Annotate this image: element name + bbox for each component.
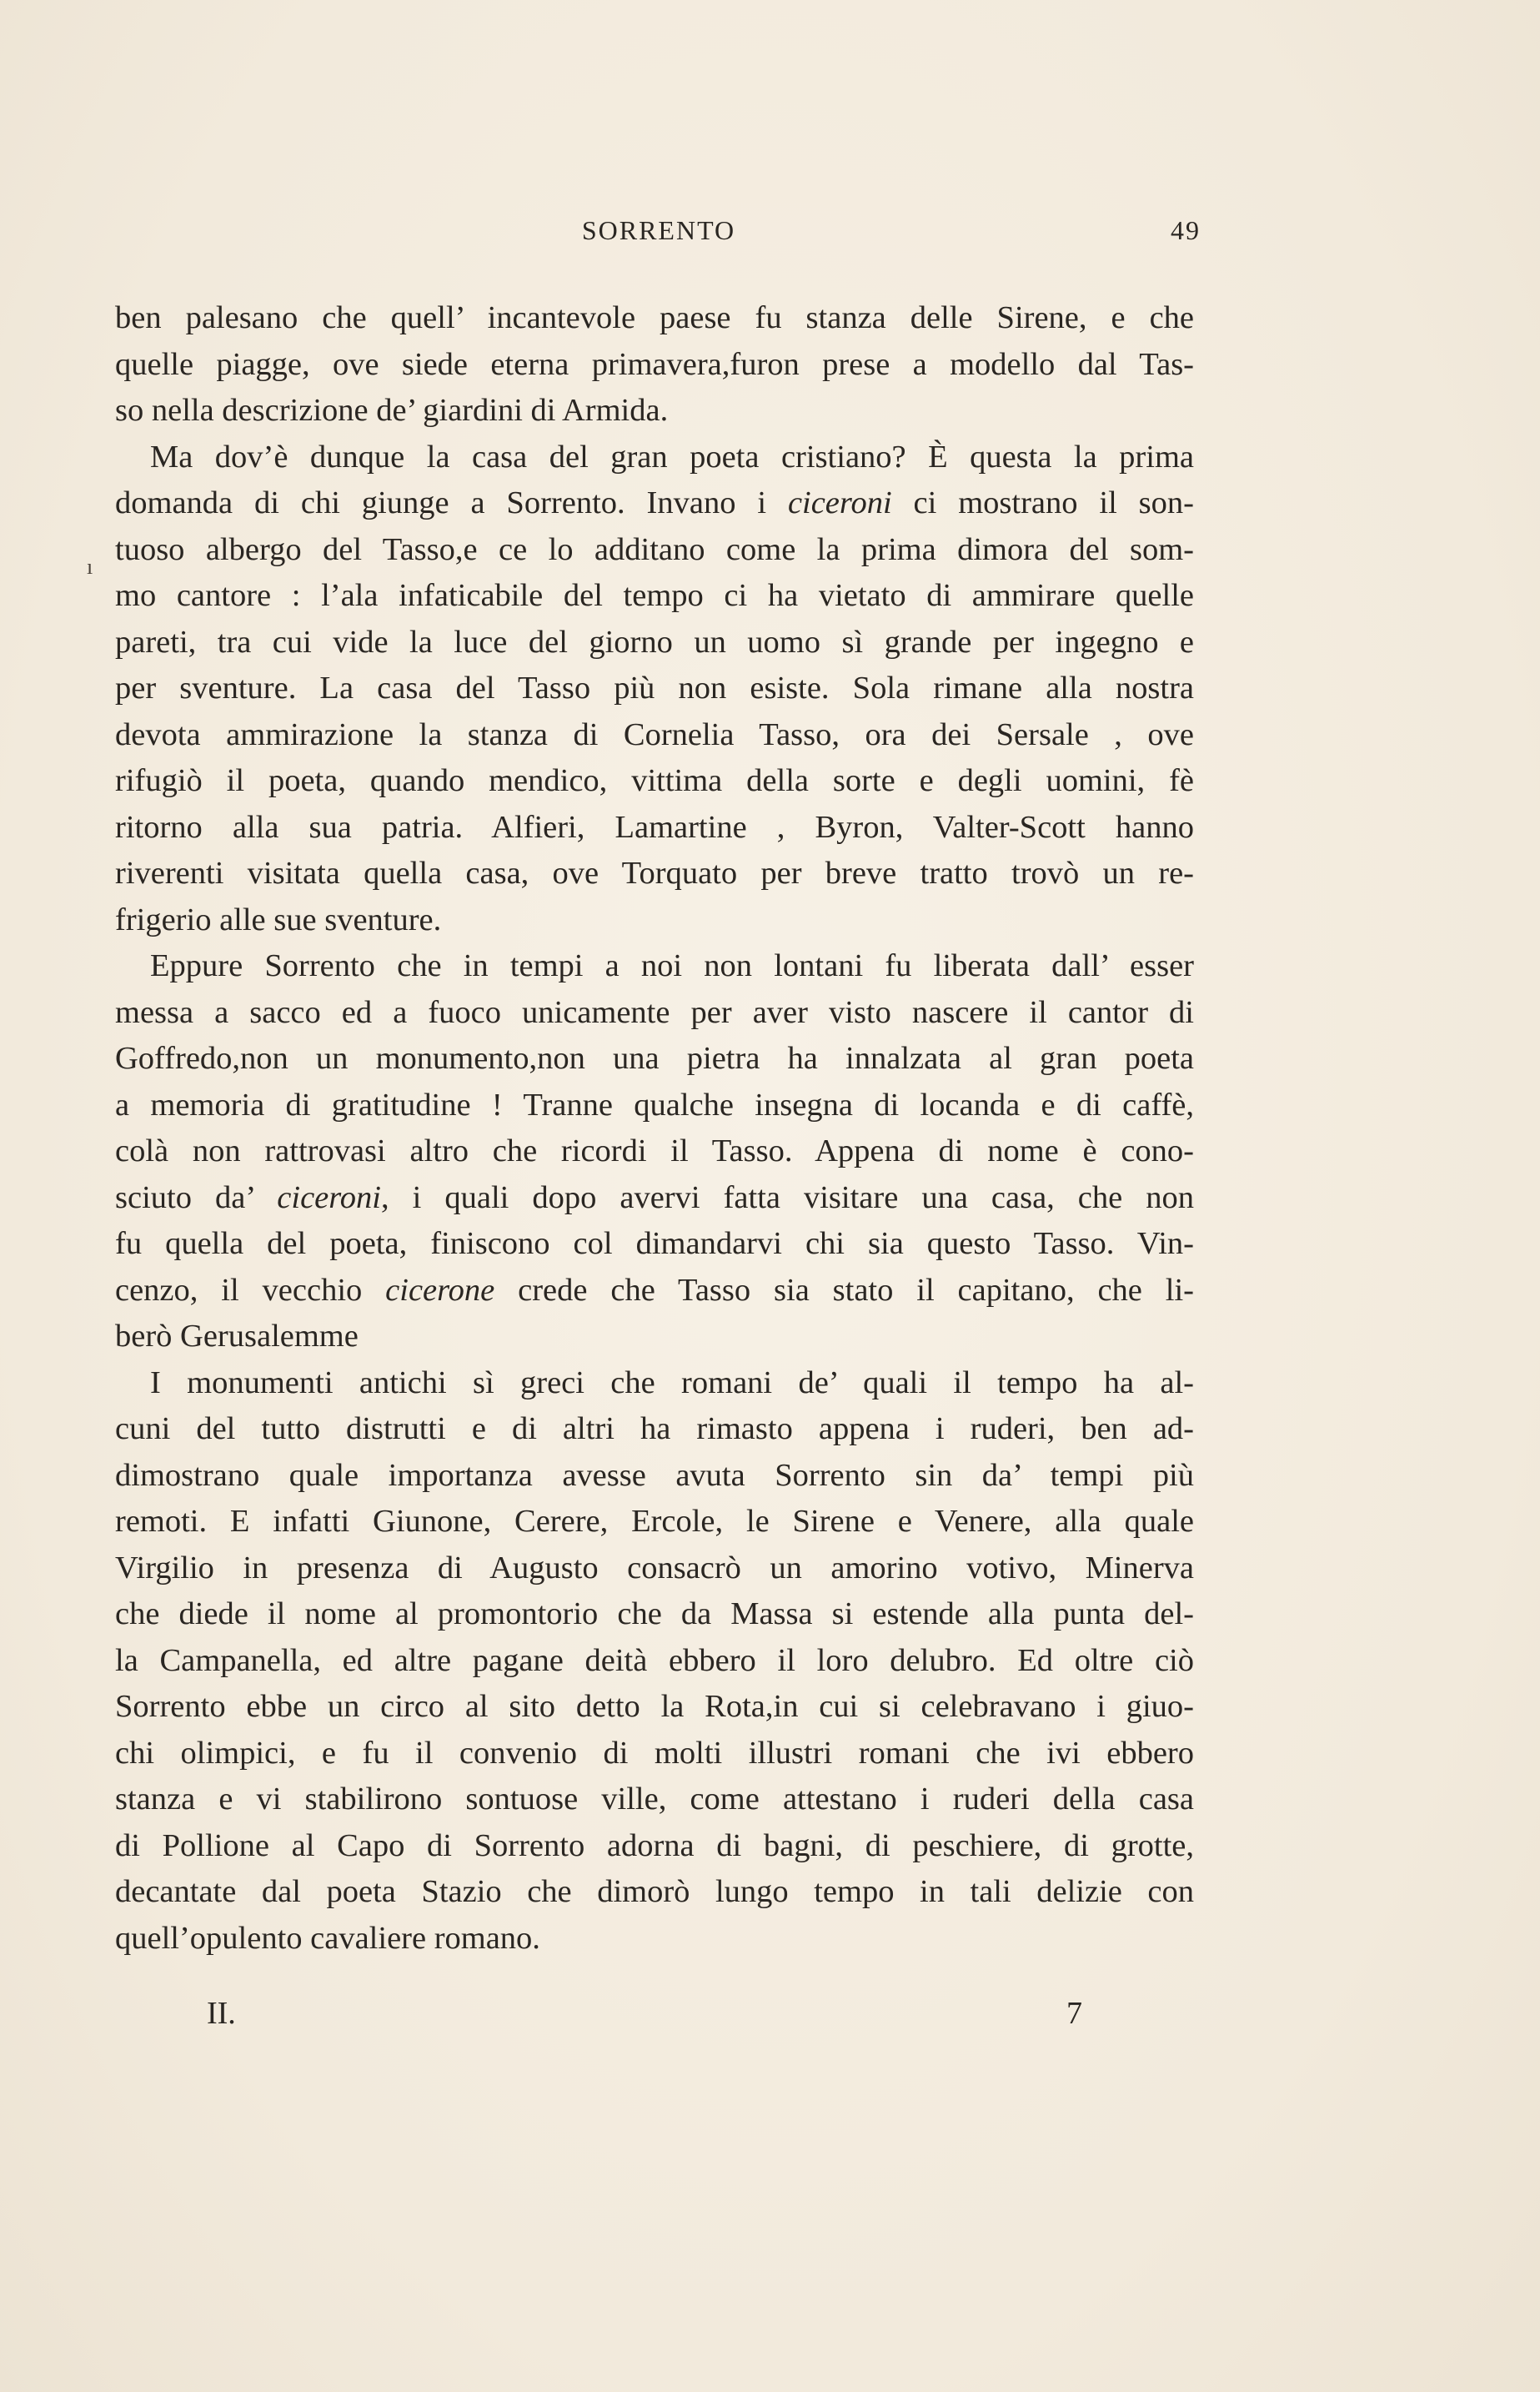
text-line xyxy=(115,1823,1194,1870)
italic-term: ciceroni xyxy=(787,485,892,520)
text-segment: ci mostrano il son- xyxy=(891,485,1194,520)
text-segment: frigerio alle sue sventure. xyxy=(115,902,442,937)
text-segment: ritorno alla sua patria. Alfieri, Lamartine , Byron, Valter-Scott hanno xyxy=(115,809,1194,845)
text-line xyxy=(115,1545,1194,1592)
text-segment: tuoso albergo del Tasso,e ce lo additano come la prima dimora del som- xyxy=(115,531,1194,567)
sheet-number: 7 xyxy=(1066,1996,1082,2031)
text-line xyxy=(115,388,1194,435)
text-segment: remoti. E infatti Giunone, Cerere, Ercole, le Sirene e Venere, alla quale xyxy=(115,1504,1194,1539)
text-line xyxy=(115,943,1194,990)
text-segment: Goffredo,non un monumento,non una pietra ha innalzata al gran poeta xyxy=(115,1041,1194,1076)
text-segment: Sorrento ebbe un circo al sito detto la Rota,in cui si celebravano i giuo- xyxy=(115,1689,1194,1724)
text-line xyxy=(115,1128,1194,1175)
text-segment: la Campanella, ed altre pagane deità ebbero il loro delubro. Ed oltre ciò xyxy=(115,1642,1194,1678)
text-segment: crede che Tasso sia stato il capitano, che li- xyxy=(494,1272,1194,1308)
text-line xyxy=(115,1731,1194,1777)
text-segment: Virgilio in presenza di Augusto consacrò un amorino votivo, Minerva xyxy=(115,1550,1194,1585)
text-line xyxy=(115,1499,1194,1545)
text-line xyxy=(115,666,1194,712)
text-segment: che diede il nome al promontorio che da Massa si estende alla punta del- xyxy=(115,1596,1194,1631)
running-header xyxy=(117,215,1201,257)
text-line xyxy=(115,1869,1194,1916)
text-segment: decantate dal poeta Stazio che dimorò lungo tempo in tali delizie con xyxy=(115,1874,1194,1909)
text-line xyxy=(115,1453,1194,1500)
text-segment: , i quali dopo avervi fatta visitare una casa, che non xyxy=(381,1179,1194,1215)
text-line xyxy=(115,435,1194,481)
text-line xyxy=(115,1083,1194,1129)
text-line xyxy=(115,1360,1194,1407)
text-line xyxy=(115,1406,1194,1453)
text-segment: quelle piagge, ove siede eterna primavera,furon prese a modello dal Tas- xyxy=(115,346,1194,382)
text-segment: Ma dov’è dunque la casa del gran poeta cristiano? È questa la prima xyxy=(150,439,1194,475)
text-segment: messa a sacco ed a fuoco unicamente per aver visto nascere il cantor di xyxy=(115,994,1194,1030)
text-segment: so nella descrizione de’ giardini di Armida. xyxy=(115,393,669,428)
text-segment: quell’opulento cavaliere romano. xyxy=(115,1920,540,1956)
text-line xyxy=(115,712,1194,759)
text-segment: chi olimpici, e fu il convenio di molti illustri romani che ivi ebbero xyxy=(115,1735,1194,1771)
text-line xyxy=(115,758,1194,805)
text-segment: mo cantore : l’ala infaticabile del tempo ci ha vietato di ammirare quelle xyxy=(115,578,1194,613)
text-segment: devota ammirazione la stanza di Cornelia Tasso, ora dei Sersale , ove xyxy=(115,716,1194,752)
text-segment: per sventure. La casa del Tasso più non esiste. Sola rimane alla nostra xyxy=(115,671,1194,706)
text-line xyxy=(115,1916,1194,1962)
text-line xyxy=(115,342,1194,389)
text-line xyxy=(115,295,1194,342)
text-line xyxy=(115,1684,1194,1731)
text-line xyxy=(115,1036,1194,1083)
text-segment: domanda di chi giunge a Sorrento. Invano i xyxy=(115,485,788,520)
text-line xyxy=(115,527,1194,574)
volume-signature: II. xyxy=(207,1996,236,2031)
text-segment: sciuto da’ xyxy=(115,1179,278,1215)
text-line xyxy=(115,620,1194,666)
text-segment: Eppure Sorrento che in tempi a noi non lontani fu liberata dall’ esser xyxy=(150,948,1194,983)
text-line xyxy=(115,1221,1194,1268)
text-line xyxy=(115,573,1194,620)
text-segment: ben palesano che quell’ incantevole paese fu stanza delle Sirene, e che xyxy=(115,300,1194,335)
text-segment: stanza e vi stabilirono sontuose ville, come attestano i ruderi della casa xyxy=(115,1781,1194,1817)
text-line xyxy=(115,805,1194,852)
text-line xyxy=(115,1175,1194,1222)
text-segment: berò Gerusalemme xyxy=(115,1319,359,1354)
text-segment: I monumenti antichi sì greci che romani de’ quali il tempo ha al- xyxy=(150,1364,1194,1400)
page-footer xyxy=(207,1995,1082,2045)
body-text xyxy=(115,295,1194,1962)
text-segment: a memoria di gratitudine ! Tranne qualche insegna di locanda e di caffè, xyxy=(115,1087,1194,1123)
text-line xyxy=(115,1268,1194,1314)
text-segment: riverenti visitata quella casa, ove Torquato per breve tratto trovò un re- xyxy=(115,856,1194,891)
text-line xyxy=(115,990,1194,1037)
text-line xyxy=(115,1776,1194,1823)
italic-term: ciceroni xyxy=(277,1179,382,1215)
text-segment: rifugiò il poeta, quando mendico, vittima della sorte e degli uomini, fè xyxy=(115,763,1194,798)
running-title: SORRENTO xyxy=(581,215,736,245)
text-line xyxy=(115,1638,1194,1685)
text-line xyxy=(115,851,1194,897)
text-segment: cenzo, il vecchio xyxy=(115,1272,386,1308)
text-segment: colà non rattrovasi altro che ricordi il Tasso. Appena di nome è cono- xyxy=(115,1133,1194,1168)
text-segment: dimostrano quale importanza avesse avuta Sorrento sin da’ tempi più xyxy=(115,1457,1194,1493)
text-line xyxy=(115,1314,1194,1360)
text-line xyxy=(115,480,1194,527)
margin-mark: ı xyxy=(87,555,93,579)
text-line xyxy=(115,1591,1194,1638)
text-segment: di Pollione al Capo di Sorrento adorna di bagni, di peschiere, di grotte, xyxy=(115,1827,1194,1863)
text-segment: pareti, tra cui vide la luce del giorno un uomo sì grande per ingegno e xyxy=(115,624,1194,660)
text-line xyxy=(115,897,1194,944)
text-segment: fu quella del poeta, finiscono col dimandarvi chi sia questo Tasso. Vin- xyxy=(115,1226,1194,1261)
page-number: 49 xyxy=(1171,215,1201,245)
text-segment: cuni del tutto distrutti e di altri ha rimasto appena i ruderi, ben ad- xyxy=(115,1411,1194,1446)
italic-term: cicerone xyxy=(385,1272,495,1308)
